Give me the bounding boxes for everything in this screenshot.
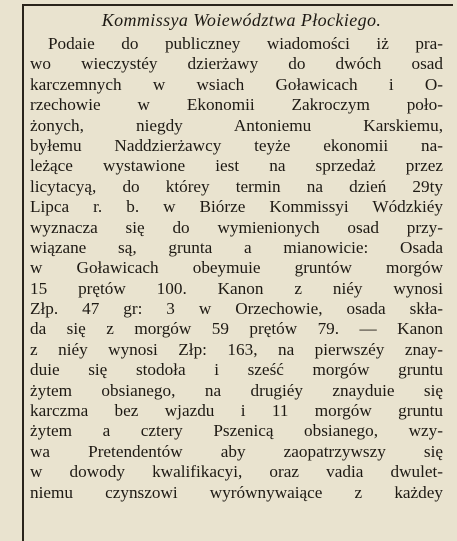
text-line: da się z morgów 59 prętów 79. — Kanon [30,319,443,339]
text-line: karczma bez wjazdu i 11 morgów gruntu [30,401,443,421]
text-line: 15 prętów 100. Kanon z niéy wynosi [30,278,443,298]
text-line: wa Pretendentów aby zaopatrzywszy się [30,441,443,461]
top-border-rule [22,4,453,6]
text-line: wiązane są, grunta a mianowicie: Osada [30,237,443,257]
text-line: wo wieczystéy dzierżawy do dwóch osad [30,54,443,74]
text-line: wyznacza się do wymienionych osad przy- [30,217,443,237]
text-line: byłemu Naddzierżawcy teyże ekonomii na- [30,135,443,155]
notice-body [30,34,443,503]
text-line: żytem obsianego, na drugiéy znayduie się [30,380,443,400]
text-line: żonych, niegdy Antoniemu Karskiemu, [30,115,443,135]
column-border-rule [22,4,24,541]
text-line: żytem a cztery Pszenicą obsianego, wzy- [30,421,443,441]
text-line: Podaie do publiczney wiadomości iż pra- [48,34,443,53]
text-line: leżące wystawione iest na sprzedaż przez [30,156,443,176]
text-line: niemu czynszowi wyrównywaiące z każdey [30,482,443,502]
text-line: licytacyą, do którey termin na dzień 29ty [30,176,443,196]
text-line: karczemnych w wsiach Goławicach i O- [30,74,443,94]
text-line: z niéy wynosi Złp: 163, na pierwszéy znay- [30,339,443,359]
text-line: rzechowie w Ekonomii Zakroczym poło- [30,95,443,115]
text-line: duie się stodoła i sześć morgów gruntu [30,360,443,380]
text-line: w dowody kwalifikacyi, oraz vadia dwulet- [30,462,443,482]
notice-heading: Kommissya Woiewództwa Płockiego. [101,10,382,30]
text-line: Złp. 47 gr: 3 w Orzechowie, osada skła- [30,299,443,319]
text-line: w Goławicach obeymuie gruntów morgów [30,258,443,278]
text-line: Lipca r. b. w Biórze Kommissyi Wódzkiéy [30,197,443,217]
